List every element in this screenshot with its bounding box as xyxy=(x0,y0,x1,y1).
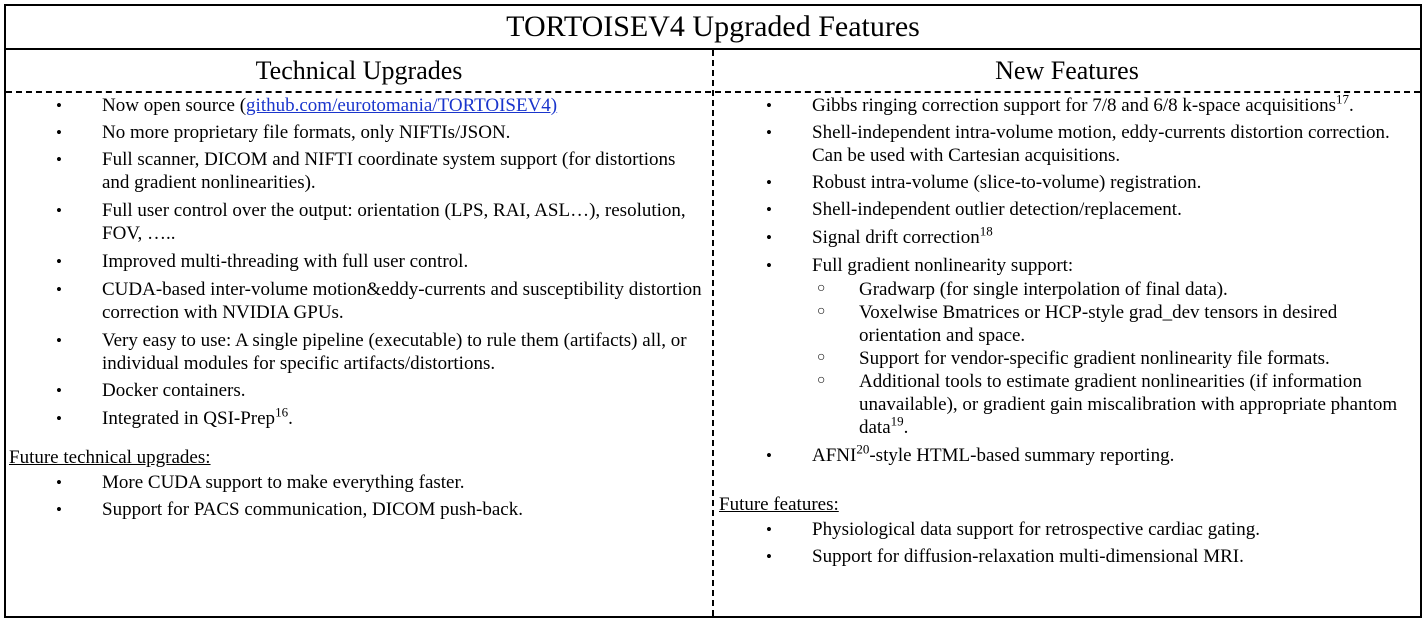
list-item: • Gibbs ringing correction support for 7/8 and 6/8 k-space acquisitions$^{17}$. xyxy=(766,91,1354,116)
sub-list-item: ○ Voxelwise Bmatrices or HCP-style grad_dev tensors in desired orientation and space. xyxy=(817,302,1338,346)
bullet-icon: • xyxy=(766,547,772,566)
list-item: • AFNI$^{20}$-style HTML-based summary reporting. xyxy=(766,441,1175,466)
bullet-icon: • xyxy=(56,381,62,400)
technical-upgrades-column xyxy=(6,94,710,521)
bullet-icon: • xyxy=(56,409,62,428)
bullet-icon: • xyxy=(766,173,772,192)
circle-bullet-icon: ○ xyxy=(817,350,826,365)
list-item: • Support for PACS communication, DICOM push-back. xyxy=(56,499,523,520)
technical-upgrades-heading: Technical Upgrades xyxy=(255,56,463,85)
table-title: TORTOISEV4 Upgraded Features xyxy=(6,6,1420,50)
list-item: • Support for diffusion-relaxation multi-dimensional MRI. xyxy=(766,546,1244,567)
bullet-icon: • xyxy=(56,150,62,169)
sub-list-item: ○ Additional tools to estimate gradient nonlinearities (if information unavailable), or gradient gain miscalibration with appropriate phantom data$^{19}$. xyxy=(817,371,1398,438)
list-item: • Robust intra-volume (slice-to-volume) registration. xyxy=(766,172,1202,193)
bullet-icon: • xyxy=(766,96,772,115)
bullet-icon: • xyxy=(56,473,62,492)
bullet-icon: • xyxy=(56,331,62,350)
list-item: • Full scanner, DICOM and NIFTI coordinate system support (for distortions and gradient nonlinearities). xyxy=(56,149,676,193)
bullet-icon: • xyxy=(56,201,62,220)
list-item: • Docker containers. xyxy=(56,380,246,401)
list-item: • Signal drift correction$^{18}$ xyxy=(766,223,993,248)
list-item: • No more proprietary file formats, only NIFTIs/JSON. xyxy=(56,122,511,143)
future-technical-upgrades-label: Future technical upgrades: xyxy=(9,447,211,468)
sub-list-item: ○ Support for vendor-specific gradient nonlinearity file formats. xyxy=(817,348,1330,369)
bullet-icon: • xyxy=(766,123,772,142)
list-item: • Now open source (github.com/eurotomania/TORTOISEV4) xyxy=(56,95,558,116)
bullet-icon: • xyxy=(766,520,772,539)
future-features-list xyxy=(716,518,1416,568)
bullet-icon: • xyxy=(766,228,772,247)
column-divider xyxy=(712,50,714,616)
bullet-icon: • xyxy=(56,500,62,519)
list-item: • Physiological data support for retrospective cardiac gating. xyxy=(766,519,1260,540)
gradient-support-sublist xyxy=(812,278,1410,439)
list-item: • Full user control over the output: orientation (LPS, RAI, ASL…), resolution, FOV, ….. xyxy=(56,200,686,244)
list-item: • More CUDA support to make everything faster. xyxy=(56,472,465,493)
bullet-icon: • xyxy=(766,446,772,465)
list-item: • Integrated in QSI-Prep$^{16}$. xyxy=(56,404,293,429)
circle-bullet-icon: ○ xyxy=(817,281,826,296)
list-item: • Very easy to use: A single pipeline (executable) to rule them (artifacts) all, or individual modules for specific artifacts/distortions. xyxy=(56,330,687,374)
github-link[interactable]: github.com/eurotomania/TORTOISEV4) xyxy=(246,95,558,116)
features-table xyxy=(4,4,1422,618)
list-item: • Shell-independent intra-volume motion, eddy-currents distortion correction. Can be used with Cartesian acquisitions. xyxy=(766,122,1390,166)
circle-bullet-icon: ○ xyxy=(817,373,826,388)
new-features-column xyxy=(716,91,1416,568)
new-features-list xyxy=(716,91,1416,467)
bullet-icon: • xyxy=(56,96,62,115)
list-item: • CUDA-based inter-volume motion&eddy-currents and susceptibility distortion correction with NVIDIA GPUs. xyxy=(56,279,702,323)
circle-bullet-icon: ○ xyxy=(817,304,826,319)
bullet-icon: • xyxy=(766,200,772,219)
bullet-icon: • xyxy=(766,256,772,275)
bullet-icon: • xyxy=(56,252,62,271)
technical-upgrades-list xyxy=(6,94,710,430)
new-features-heading: New Features xyxy=(995,56,1139,85)
list-item: • Improved multi-threading with full user control. xyxy=(56,251,469,272)
bullet-icon: • xyxy=(56,123,62,142)
bullet-icon: • xyxy=(56,280,62,299)
future-technical-upgrades-list xyxy=(6,471,710,521)
future-features-label: Future features: xyxy=(719,494,839,515)
list-item: • Full gradient nonlinearity support: ○ Gradwarp (for single interpolation of final data). ○ Voxelwise Bmatrices or HCP-style grad_dev tensors in desired orientation and space. ○ Support for vendor-specific gradient nonlinearity file formats. ○ Additional tools to estimate gradient nonlinearities (if information unavailable), or gradient gain miscalibration with appropriate phantom data$^{19}$. xyxy=(716,254,1416,439)
sub-list-item: ○ Gradwarp (for single interpolation of final data). xyxy=(817,279,1228,300)
list-item: • Shell-independent outlier detection/replacement. xyxy=(766,199,1182,220)
